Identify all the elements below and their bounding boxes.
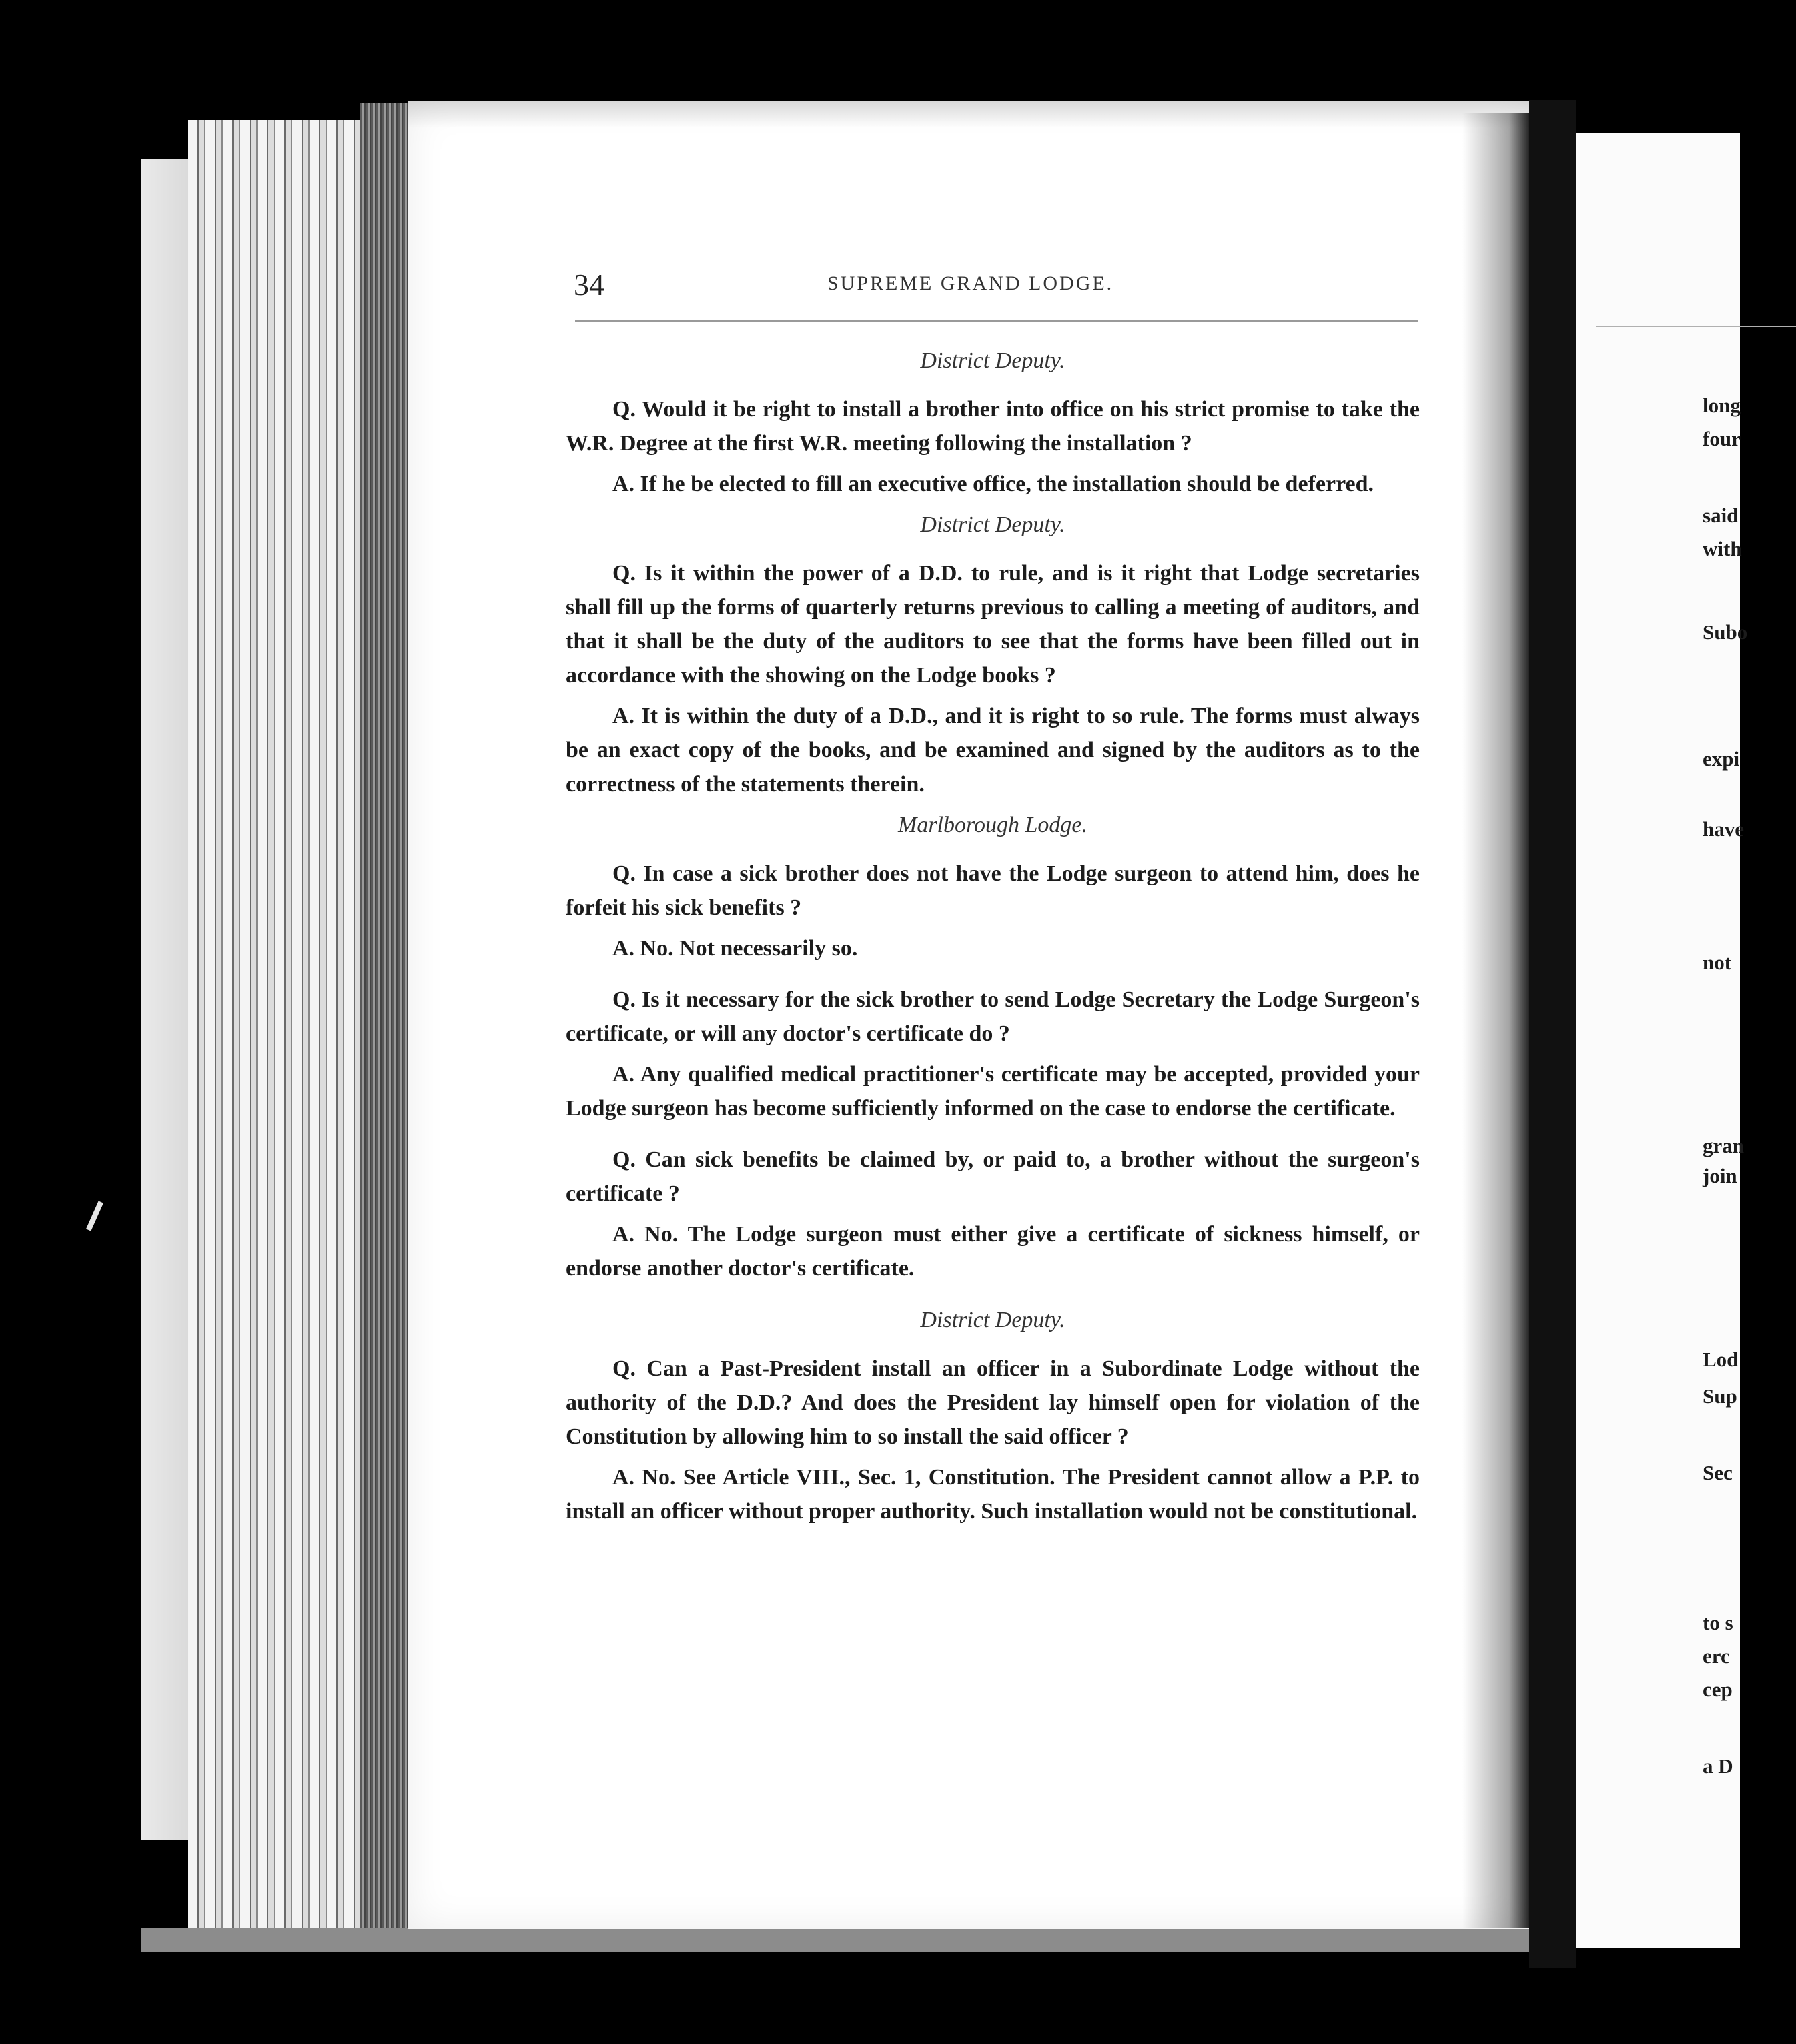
section-heading: District Deputy. — [920, 1308, 1065, 1332]
facing-header-rule — [1596, 326, 1796, 327]
page-top-shadow — [408, 101, 1529, 128]
facing-page-fragment: a D — [1703, 1754, 1733, 1778]
facing-page-fragment: expi — [1703, 747, 1740, 771]
facing-page-fragment: gran — [1703, 1134, 1744, 1157]
facing-page-fragment: long — [1703, 394, 1741, 417]
answer: A. Any qualified medical practitioner's certificate may be accepted, provided your Lodge surgeon has become sufficiently informed on the case to endorse the certificate. — [566, 1062, 1420, 1121]
facing-page-fragment: four — [1703, 427, 1741, 450]
facing-page-fragment: to s — [1703, 1611, 1733, 1634]
page-edges-shadow — [360, 103, 408, 1931]
section-heading: Marlborough Lodge. — [898, 813, 1087, 837]
facing-page-fragment: Sec — [1703, 1461, 1733, 1484]
facing-page-fragment: join — [1703, 1164, 1737, 1187]
facing-page-fragment: cep — [1703, 1678, 1733, 1701]
question: Q. Would it be right to install a brother into office on his strict promise to take the W.R. Degree at the first W.R. meeting following the installation ? — [566, 397, 1420, 456]
book-cover-edge — [141, 159, 195, 1840]
pencil-mark — [86, 1201, 103, 1231]
section-heading: District Deputy. — [920, 512, 1065, 537]
facing-page-fragment: Sup — [1703, 1384, 1737, 1408]
question: Q. Is it necessary for the sick brother to send Lodge Secretary the Lodge Surgeon's certificate, or will any doctor's certificate do ? — [566, 987, 1420, 1046]
gutter-shadow — [1462, 113, 1529, 1928]
answer: A. No. The Lodge surgeon must either give a certificate of sickness himself, or endorse another doctor's certificate. — [566, 1222, 1420, 1281]
answer: A. No. Not necessarily so. — [612, 936, 858, 961]
question: Q. Can sick benefits be claimed by, or paid to, a brother without the surgeon's certificate ? — [566, 1147, 1420, 1206]
facing-page-fragment: Subo — [1703, 620, 1748, 644]
page-body — [566, 337, 1420, 1535]
page-number: 34 — [574, 268, 604, 302]
book-spine — [1529, 100, 1576, 1968]
running-head: SUPREME GRAND LODGE. — [827, 272, 1114, 294]
section-heading: District Deputy. — [920, 348, 1065, 373]
answer: A. No. See Article VIII., Sec. 1, Constitution. The President cannot allow a P.P. to install an officer without proper authority. Such installation would not be constitutional. — [566, 1465, 1420, 1524]
question: Q. In case a sick brother does not have the Lodge surgeon to attend him, does he forfeit his sick benefits ? — [566, 861, 1420, 920]
book-bottom-edge — [141, 1928, 1529, 1952]
question: Q. Can a Past-President install an officer in a Subordinate Lodge without the authority of the D.D.? And does the President lay himself open for violation of the Constitution by allowing him to so install the said officer ? — [566, 1356, 1420, 1449]
facing-page-fragment: with — [1703, 537, 1742, 560]
answer: A. It is within the duty of a D.D., and it is right to so rule. The forms must always be an exact copy of the books, and be examined and signed by the auditors as to the correctness of the statements therein. — [566, 704, 1420, 797]
answer: A. If he be elected to fill an executive office, the installation should be deferred. — [612, 472, 1374, 496]
facing-page-fragment: said — [1703, 504, 1739, 527]
facing-page-fragment: erc — [1703, 1644, 1730, 1668]
facing-page-fragment: not — [1703, 951, 1732, 974]
facing-page-fragment: Lod — [1703, 1348, 1739, 1371]
header-rule — [575, 320, 1418, 322]
question: Q. Is it within the power of a D.D. to rule, and is it right that Lodge secretaries shall fill up the forms of quarterly returns previous to calling a meeting of auditors, and that it shall be the duty of the auditors to see that the forms have been filled out in accordance with the showing on the Lodge books ? — [566, 561, 1420, 688]
facing-page-fragment: have — [1703, 817, 1744, 841]
